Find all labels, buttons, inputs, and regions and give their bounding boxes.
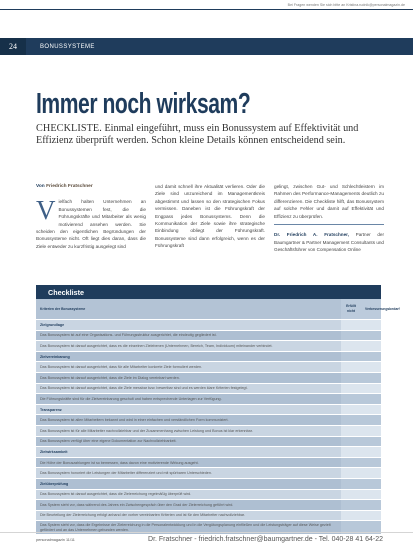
checkbox-cell-2[interactable] bbox=[361, 341, 381, 352]
column-3 bbox=[274, 183, 384, 254]
checkbox-cell-1[interactable] bbox=[341, 478, 361, 489]
checklist-category-text: Zielüberprüfung bbox=[36, 478, 341, 489]
column-header-1: Erfüllt nicht bbox=[341, 299, 361, 320]
column-1-text: ielfach halten Unternehmen an Bonussystemen fest, die die Führungskräfte und Mitarbeiter als wenig motivierend ansehen werden. Sie scheiden den eigentlichen Begründungen der Bonussysteme nicht. Oft liegt dies daran, dass die Ziele entweder zu kurzfristig ausgelegt sind bbox=[36, 199, 146, 249]
checkbox-cell-2[interactable] bbox=[361, 330, 381, 341]
checklist-item-text: Das Bonussystem ist darauf ausgerichtet, dass die Ziele messbar bzw. bewertbar sind und es werden klare Kriterien festgelegt. bbox=[36, 383, 341, 394]
checklist-category-row bbox=[36, 478, 381, 489]
checkbox-cell-1[interactable] bbox=[341, 383, 361, 394]
checkbox-cell-2[interactable] bbox=[361, 510, 381, 521]
checklist-box bbox=[36, 285, 400, 532]
checklist-item-text: Das Bonussystem ist allen Mitarbeitern bekannt und wird in einer einfachen und verständlichen Form kommuniziert. bbox=[36, 415, 341, 426]
checklist-item-row bbox=[36, 425, 381, 436]
checklist-item-text: Das Bonussystem ist darauf ausgerichtet, dass es die einzelnen Zielebenen (Unternehmen, Bereich, Team, Individuum) miteinander verbindet. bbox=[36, 341, 341, 352]
checkbox-cell-1[interactable] bbox=[341, 489, 361, 500]
checklist-item-row bbox=[36, 457, 381, 468]
footer-contact: Dr. Fratschner - friedrich.fratschner@baumgartner.de - Tel. 040-28 41 64-22 bbox=[148, 536, 383, 543]
checklist-column-header bbox=[36, 299, 381, 320]
checklist-category-text: Zielwirksamkeit bbox=[36, 447, 341, 458]
checkbox-cell-1[interactable] bbox=[341, 404, 361, 415]
checklist-item-row bbox=[36, 415, 381, 426]
checklist-item-text: Das System sieht vor, dass die Ergebnisse der Zielerreichung in die Personalentwicklung und in die Vergütungsplanung einfließen und die Leistungsträger auf diese Weise gezielt gefördert und an das Unternehmen gebunden werden. bbox=[36, 521, 341, 535]
checklist-item-row bbox=[36, 510, 381, 521]
checkbox-cell-2[interactable] bbox=[361, 436, 381, 447]
checkbox-cell-2[interactable] bbox=[361, 447, 381, 458]
column-3-text: gelingt, zwischen Gut- und Schlechtleistern im Rahmen des Performance-Managements deutlich zu differenzieren. Die Checkliste hilft, das Bonussystem auf solche Fehler und damit auf Effektivität und Effizienz zu überprüfen. bbox=[274, 184, 384, 219]
lead-paragraph bbox=[36, 123, 366, 147]
checklist-item-text: Die Führungskräfte sind für die Zielvereinbarung geschult und haben entsprechende Unterlagen zur Verfügung. bbox=[36, 394, 341, 405]
checklist-item-text: Das Bonussystem verfügt über eine eigene Dokumentation zur Nachvollziehbarkeit. bbox=[36, 436, 341, 447]
checklist-item-row bbox=[36, 330, 381, 341]
top-bar bbox=[0, 0, 413, 9]
checkbox-cell-2[interactable] bbox=[361, 457, 381, 468]
checkbox-cell-1[interactable] bbox=[341, 372, 361, 383]
checkbox-cell-1[interactable] bbox=[341, 351, 361, 362]
checkbox-cell-1[interactable] bbox=[341, 394, 361, 405]
checkbox-cell-1[interactable] bbox=[341, 447, 361, 458]
checklist-table bbox=[36, 299, 400, 535]
checklist-item-text: Das Bonussystem ist darauf ausgerichtet, dass die Ziele im Dialog vereinbart werden. bbox=[36, 372, 341, 383]
author-box-text bbox=[274, 231, 384, 254]
checkbox-cell-2[interactable] bbox=[361, 415, 381, 426]
checklist-item-row bbox=[36, 372, 381, 383]
checklist-item-text: Das Bonussystem honoriert die Leistungen der Mitarbeiter differenziert und mit spürbaren Unterschieden. bbox=[36, 468, 341, 479]
checkbox-cell-2[interactable] bbox=[361, 425, 381, 436]
column-2 bbox=[155, 183, 265, 250]
checkbox-cell-2[interactable] bbox=[361, 500, 381, 511]
checkbox-cell-1[interactable] bbox=[341, 468, 361, 479]
column-header-item: Kriterien der Bonussysteme bbox=[36, 299, 341, 320]
checkbox-cell-1[interactable] bbox=[341, 330, 361, 341]
checklist-item-row bbox=[36, 362, 381, 373]
byline-author: Friedrich Fratschner bbox=[46, 184, 93, 189]
checklist-item-row bbox=[36, 468, 381, 479]
column-header-2: Verbesserungsbedarf bbox=[361, 299, 381, 320]
checklist-item-text: Das Bonussystem ist auf eine Organisations- und Führungsstruktur ausgerichtet, die eindeutig gegliedert ist. bbox=[36, 330, 341, 341]
checklist-category-row bbox=[36, 404, 381, 415]
section-header-bar bbox=[0, 38, 413, 55]
checkbox-cell-2[interactable] bbox=[361, 320, 381, 331]
page-number: 24 bbox=[0, 38, 26, 55]
lead-kicker: CHECKLISTE. bbox=[36, 123, 102, 134]
byline bbox=[36, 183, 146, 190]
author-box-name: Dr. Friedrich A. Fratschner, bbox=[274, 232, 349, 238]
headline: Immer noch wirksam? bbox=[36, 88, 251, 120]
checkbox-cell-2[interactable] bbox=[361, 489, 381, 500]
checkbox-cell-2[interactable] bbox=[361, 404, 381, 415]
top-rule bbox=[0, 9, 413, 10]
checkbox-cell-2[interactable] bbox=[361, 362, 381, 373]
checklist-item-row bbox=[36, 436, 381, 447]
checkbox-cell-1[interactable] bbox=[341, 415, 361, 426]
checklist-item-row bbox=[36, 341, 381, 352]
checklist-item-text: Das Bonussystem ist darauf ausgerichtet, dass die Zielerreichung regelmäßig überprüft wird. bbox=[36, 489, 341, 500]
author-box-rule bbox=[274, 224, 384, 225]
footer bbox=[0, 532, 413, 552]
checklist-category-text: Zielgrundlage bbox=[36, 320, 341, 331]
checklist-item-text: Das System sieht vor, dass während des Jahres ein Zwischengespräch über den Grad der Zielerreichung geführt wird. bbox=[36, 500, 341, 511]
checklist-title: Checkliste bbox=[36, 285, 381, 299]
checklist-category-text: Transparenz bbox=[36, 404, 341, 415]
author-box bbox=[274, 224, 384, 254]
section-label: BONUSSYSTEME bbox=[40, 43, 95, 50]
checklist-item-row bbox=[36, 500, 381, 511]
checklist-item-text: Die Höhe der Bonuszahlungen ist so bemessen, dass davon eine motivierende Wirkung ausgeht. bbox=[36, 457, 341, 468]
column-1 bbox=[36, 183, 146, 250]
checkbox-cell-2[interactable] bbox=[361, 468, 381, 479]
checkbox-cell-1[interactable] bbox=[341, 425, 361, 436]
checklist-item-text: Das Bonussystem ist darauf ausgerichtet, dass für alle Mitarbeiter konkrete Ziele formuliert werden. bbox=[36, 362, 341, 373]
checklist-category-text: Zielvereinbarung bbox=[36, 351, 341, 362]
lead-text: Einmal eingeführt, muss ein Bonussystem auf Effektivität und Effizienz überprüft werden. Schon kleine Details können entscheidend sein. bbox=[36, 123, 359, 146]
checkbox-cell-1[interactable] bbox=[341, 362, 361, 373]
checkbox-cell-1[interactable] bbox=[341, 457, 361, 468]
checklist-category-row bbox=[36, 320, 381, 331]
checkbox-cell-1[interactable] bbox=[341, 436, 361, 447]
checkbox-cell-1[interactable] bbox=[341, 320, 361, 331]
checkbox-cell-2[interactable] bbox=[361, 351, 381, 362]
author-box-description: Partner der Baumgartner & Partner Management Consultants und Geschäftsführer von Compensation Online bbox=[274, 232, 384, 253]
checklist-category-row bbox=[36, 447, 381, 458]
footer-magazine: personalmagazin 11/11 bbox=[36, 538, 75, 542]
column-2-text: und damit schnell ihre Aktualität verlieren. Oder die Ziele sind unzureichend im Managementkreis abgestimmt und lassen so den strategischen Fokus vermissen. Daneben ist die Führungskraft der Engpass jedes Bonussystems. Denn die Kommunikation der Ziele sowie ihre strategische Einbindung obliegt der Führungskraft. Bonussysteme sind dann erfolgreich, wenn es der Führungskraft bbox=[155, 184, 265, 249]
checkbox-cell-1[interactable] bbox=[341, 500, 361, 511]
checkbox-cell-1[interactable] bbox=[341, 341, 361, 352]
checkbox-cell-2[interactable] bbox=[361, 478, 381, 489]
drop-cap: V bbox=[36, 195, 56, 226]
checklist-item-row bbox=[36, 394, 381, 405]
checklist-category-row bbox=[36, 351, 381, 362]
checkbox-cell-1[interactable] bbox=[341, 510, 361, 521]
checklist-item-text: Die Beurteilung der Zielerreichung erfolgt anhand der vorher vereinbarten Kriterien und ist für den Mitarbeiter nachvollziehbar. bbox=[36, 510, 341, 521]
checklist-item-text: Das Bonussystem ist für alle Mitarbeiter nachvollziehbar und der Zusammenhang zwischen Leistung und Bonus ist klar erkennbar. bbox=[36, 425, 341, 436]
byline-prefix: Von bbox=[36, 184, 45, 189]
checklist-item-row bbox=[36, 489, 381, 500]
article-columns bbox=[36, 183, 384, 275]
checkbox-cell-2[interactable] bbox=[361, 394, 381, 405]
checklist-item-row bbox=[36, 383, 381, 394]
checkbox-cell-2[interactable] bbox=[361, 372, 381, 383]
checkbox-cell-2[interactable] bbox=[361, 383, 381, 394]
top-note: Bei Fragen wenden Sie sich bitte an Kristina.rudnik@personalmagazin.de bbox=[287, 2, 405, 7]
